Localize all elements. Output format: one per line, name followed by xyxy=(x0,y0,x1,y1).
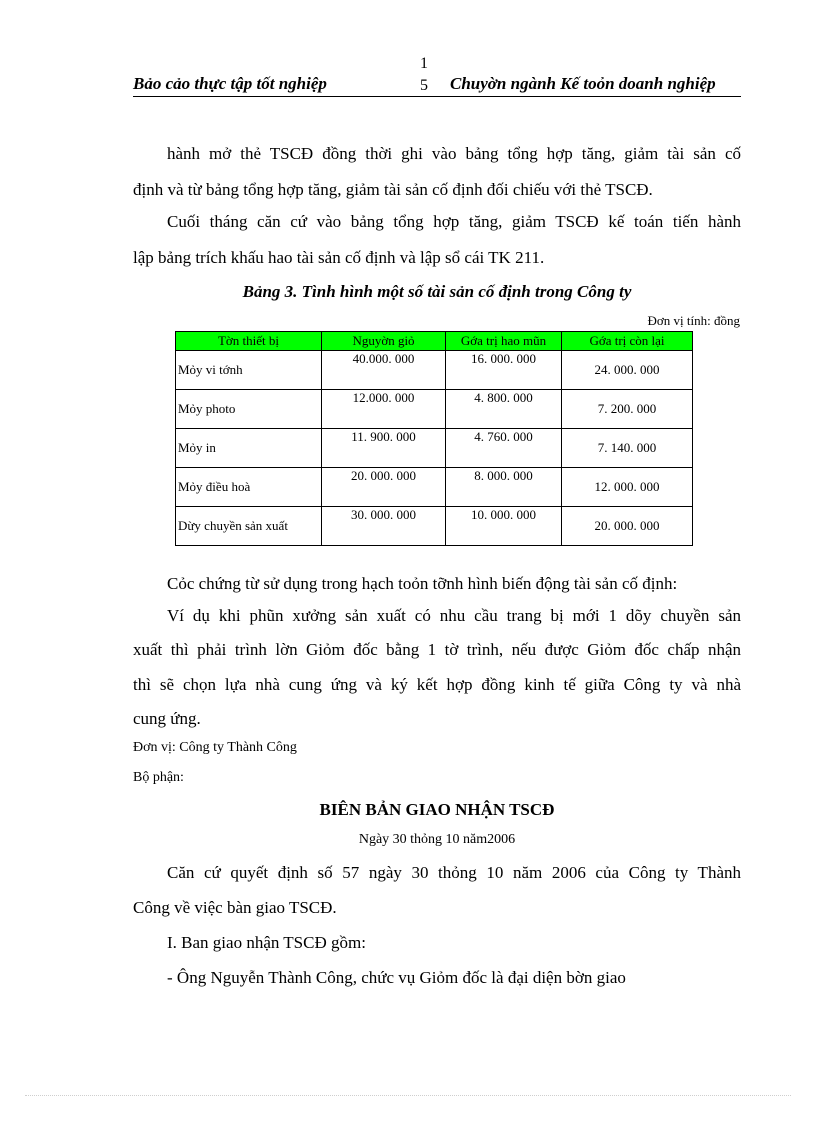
paragraph-line: hành mở thẻ TSCĐ đồng thời ghi vào bảng tổng hợp tăng, giảm tài sản cố xyxy=(167,144,741,163)
column-header: Gớa trị còn lại xyxy=(562,332,693,351)
depreciation-value: 4. 800. 000 xyxy=(446,390,562,429)
remaining-value: 12. 000. 000 xyxy=(562,468,693,507)
asset-name: Mỏy điều hoà xyxy=(176,468,322,507)
asset-name: Mỏy vi tớnh xyxy=(176,351,322,390)
paragraph-line: I. Ban giao nhận TSCĐ gồm: xyxy=(167,933,366,952)
asset-name: Mỏy in xyxy=(176,429,322,468)
paragraph-line: - Ông Nguyễn Thành Công, chức vụ Giỏm đốc là đại diện bờn giao xyxy=(167,968,626,987)
header-divider xyxy=(133,96,741,97)
paragraph-line: Công về việc bàn giao TSCĐ. xyxy=(133,898,337,917)
table-row xyxy=(176,351,693,390)
document-date: Ngày 30 thỏng 10 năm2006 xyxy=(358,832,516,847)
depreciation-value: 8. 000. 000 xyxy=(446,468,562,507)
depreciation-value: 4. 760. 000 xyxy=(446,429,562,468)
header-left-title: Bảo cảo thực tập tốt nghiệp xyxy=(133,74,327,93)
page-bottom-divider xyxy=(25,1095,791,1096)
remaining-value: 20. 000. 000 xyxy=(562,507,693,546)
table-row xyxy=(176,468,693,507)
column-header: Gớa trị hao mũn xyxy=(446,332,562,351)
paragraph-line: Ví dụ khi phũn xưởng sản xuất có nhu cầu trang bị mới 1 dõy chuyền sản xyxy=(167,606,741,625)
table-row xyxy=(176,507,693,546)
paragraph-line: định và từ bảng tổng hợp tăng, giảm tài sản cố định đối chiếu với thẻ TSCĐ. xyxy=(133,180,653,199)
remaining-value: 7. 200. 000 xyxy=(562,390,693,429)
table-caption: Bảng 3. Tình hình một số tài sản cố định trong Công ty xyxy=(242,282,632,301)
unit-line: Đơn vị: Công ty Thành Công xyxy=(133,740,297,755)
paragraph-line: xuất thì phải trình lờn Giỏm đốc bằng 1 tờ trình, nếu được Giỏm đốc chấp nhận xyxy=(133,640,741,659)
table-row xyxy=(176,429,693,468)
remaining-value: 7. 140. 000 xyxy=(562,429,693,468)
paragraph-line: Cỏc chứng từ sử dụng trong hạch toỏn tỡnh hình biến động tài sản cố định: xyxy=(167,574,678,593)
table-row xyxy=(176,390,693,429)
fixed-asset-table xyxy=(175,331,693,546)
header-right-title: Chuyờn ngành Kế toỏn doanh nghiệp xyxy=(450,74,716,93)
paragraph-line: Cuối tháng căn cứ vào bảng tổng hợp tăng, giảm TSCĐ kế toán tiến hành xyxy=(167,212,741,231)
page-number-bottom: 5 xyxy=(420,77,428,94)
document-title: BIÊN BẢN GIAO NHẬN TSCĐ xyxy=(319,800,555,819)
department-line: Bộ phận: xyxy=(133,770,184,785)
unit-label: Đơn vị tính: đồng xyxy=(647,313,740,328)
column-header: Tờn thiết bị xyxy=(176,332,322,351)
asset-name: Dừy chuyền sản xuất xyxy=(176,507,322,546)
original-cost: 30. 000. 000 xyxy=(322,507,446,546)
depreciation-value: 10. 000. 000 xyxy=(446,507,562,546)
page-number-top: 1 xyxy=(420,55,428,72)
paragraph-line: thì sẽ chọn lựa nhà cung ứng và ký kết hợp đồng kinh tế giữa Công ty và nhà xyxy=(133,675,741,694)
original-cost: 40.000. 000 xyxy=(322,351,446,390)
original-cost: 12.000. 000 xyxy=(322,390,446,429)
original-cost: 11. 900. 000 xyxy=(322,429,446,468)
paragraph-line: Căn cứ quyết định số 57 ngày 30 thỏng 10 năm 2006 của Công ty Thành xyxy=(167,863,741,882)
remaining-value: 24. 000. 000 xyxy=(562,351,693,390)
asset-name: Mỏy photo xyxy=(176,390,322,429)
table-header-row xyxy=(176,332,693,351)
original-cost: 20. 000. 000 xyxy=(322,468,446,507)
paragraph-line: lập bảng trích khấu hao tài sản cố định và lập sổ cái TK 211. xyxy=(133,248,545,267)
depreciation-value: 16. 000. 000 xyxy=(446,351,562,390)
column-header: Nguyờn giỏ xyxy=(322,332,446,351)
paragraph-line: cung ứng. xyxy=(133,709,201,728)
